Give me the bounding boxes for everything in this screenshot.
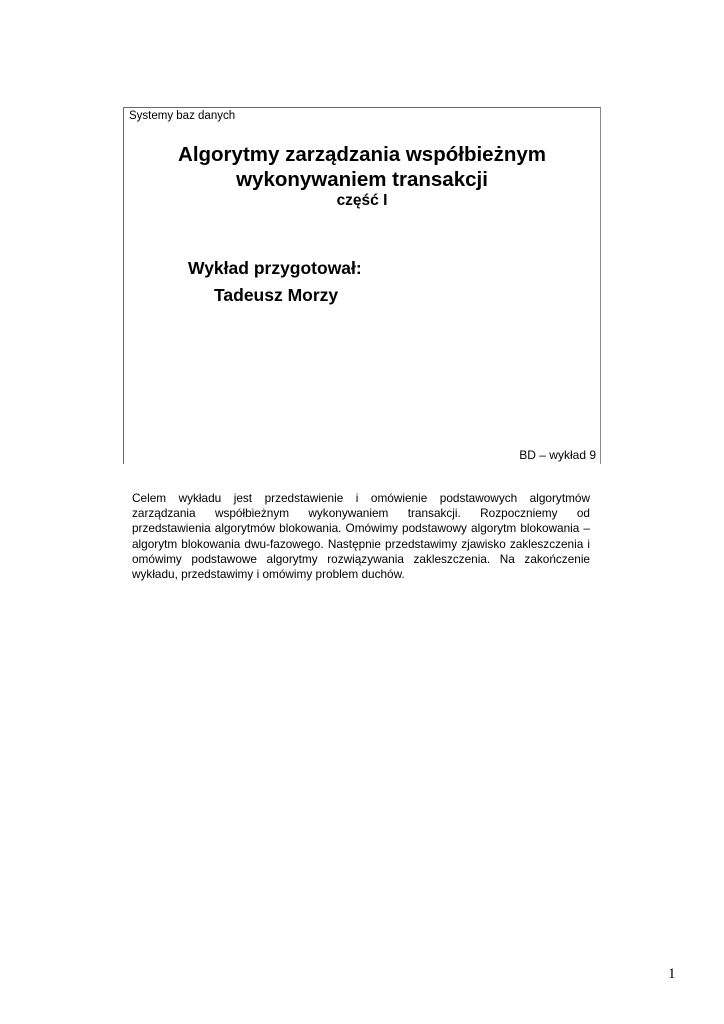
slide-frame	[123, 107, 601, 464]
slide-title	[124, 142, 600, 192]
page-number: 1	[668, 966, 676, 982]
slide-title-line-1: Algorytmy zarządzania współbieżnym	[178, 143, 546, 166]
slide-title-line-2: wykonywaniem transakcji	[236, 168, 488, 191]
slide-subtitle: część I	[336, 192, 388, 209]
author-name: Tadeusz Morzy	[214, 285, 339, 305]
author-label: Wykład przygotował:	[188, 258, 362, 278]
lecture-label: BD – wykład 9	[519, 448, 596, 462]
lecture-notes: Celem wykładu jest przedstawienie i omówienie podstawowych algorytmów zarządzania współbieżnym wykonywaniem transakcji. Rozpoczniemy od przedstawienia algorytmów blokowania. Omówimy podstawowy algorytm blokowania – algorytm blokowania dwu-fazowego. Następnie przedstawimy zjawisko zakleszczenia i omówimy podstawowe algorytmy rozwiązywania zakleszczenia. Na zakończenie wykładu, przedstawimy i omówimy problem duchów.	[132, 491, 590, 582]
course-name: Systemy baz danych	[129, 110, 236, 122]
